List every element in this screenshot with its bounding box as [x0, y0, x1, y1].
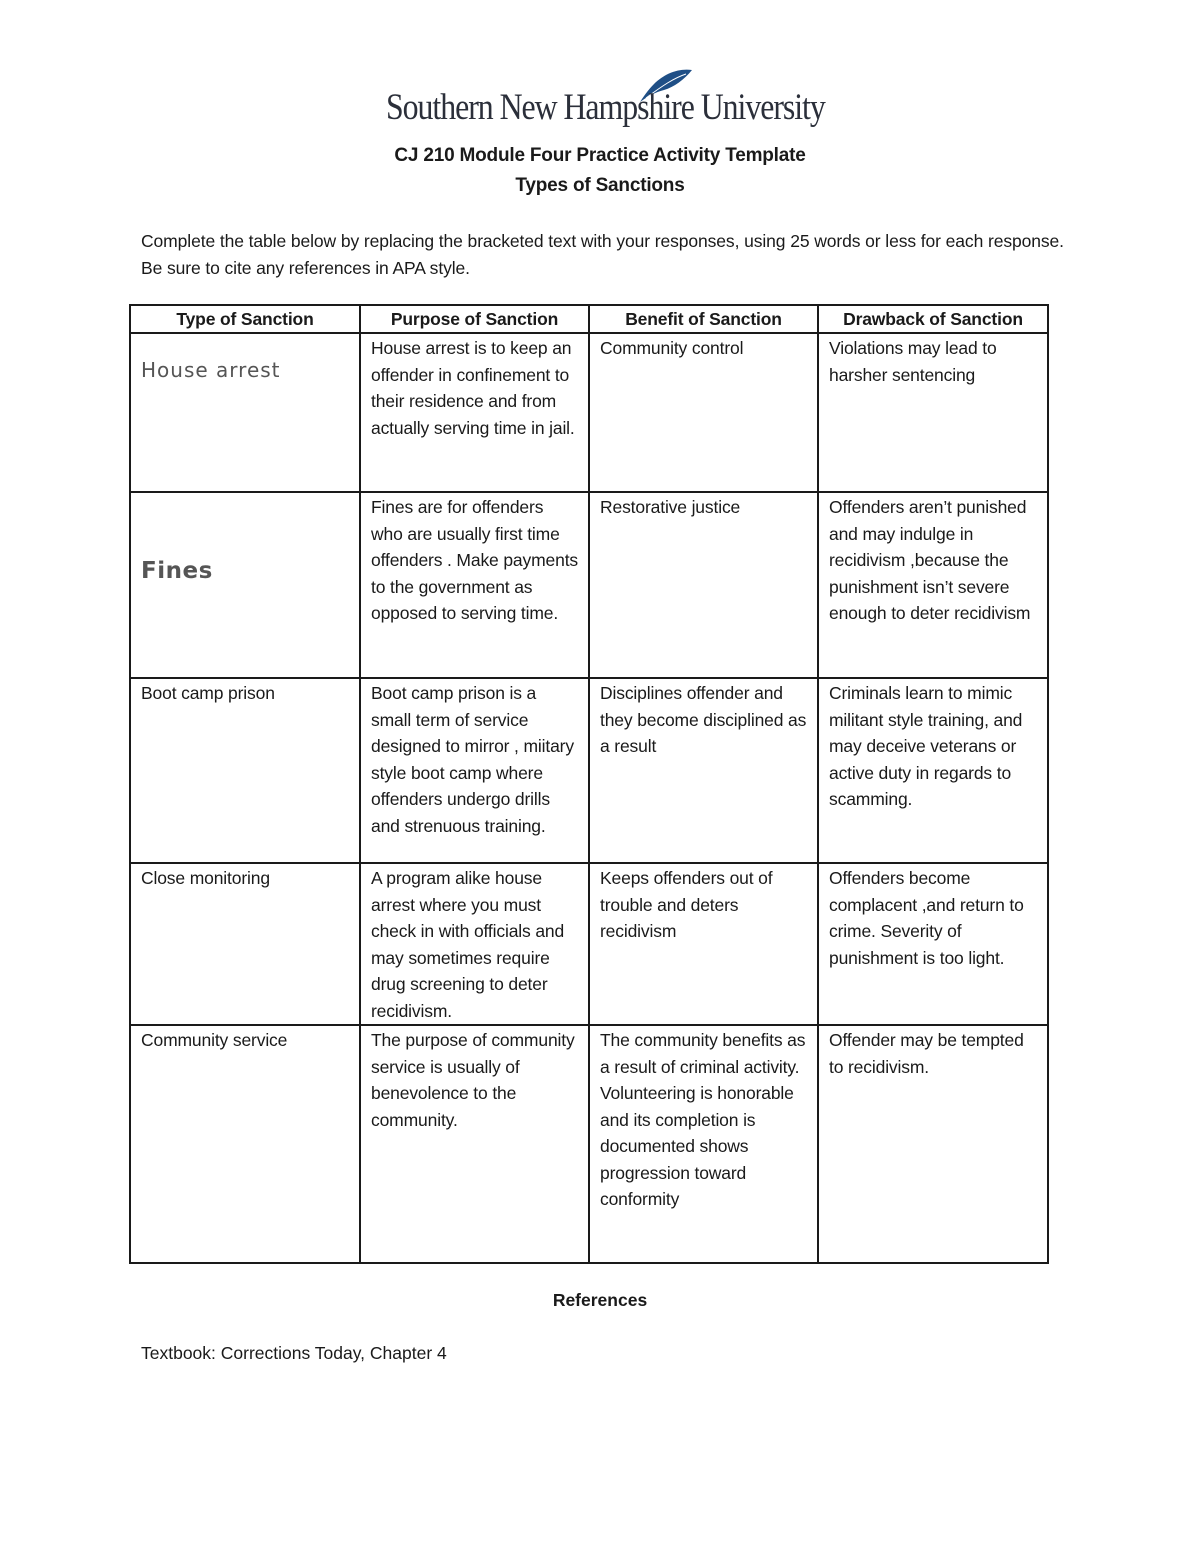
header-purpose: Purpose of Sanction [360, 305, 589, 333]
table-row [130, 678, 1048, 863]
cell-benefit: Community control [589, 333, 818, 492]
cell-benefit: The community benefits as a result of criminal activity. Volunteering is honorable and its completion is documented shows progression toward conformity [589, 1025, 818, 1263]
document-subtitle: Types of Sanctions [515, 175, 685, 196]
table-header-row [130, 305, 1048, 333]
reference-item: Textbook: Corrections Today, Chapter 4 [141, 1343, 447, 1363]
sanctions-table [129, 304, 1049, 1264]
header-benefit: Benefit of Sanction [589, 305, 818, 333]
table-row [130, 1025, 1048, 1263]
cell-drawback: Offender may be tempted to recidivism. [818, 1025, 1048, 1263]
cell-purpose: House arrest is to keep an offender in confinement to their residence and from actually serving time in jail. [360, 333, 589, 492]
header-type: Type of Sanction [130, 305, 360, 333]
cell-purpose: Fines are for offenders who are usually first time offenders . Make payments to the government as opposed to serving time. [360, 492, 589, 678]
university-logo [386, 68, 825, 138]
cell-drawback: Offenders aren’t punished and may indulge in recidivism ,because the punishment isn’t severe enough to deter recidivism [818, 492, 1048, 678]
cell-benefit: Disciplines offender and they become disciplined as a result [589, 678, 818, 863]
table-row [130, 863, 1048, 1025]
references-heading: References [552, 1290, 648, 1310]
cell-type: Boot camp prison [130, 678, 360, 863]
cell-type: Close monitoring [130, 863, 360, 1025]
document-title: CJ 210 Module Four Practice Activity Template [394, 145, 806, 166]
cell-type [130, 492, 360, 678]
cell-benefit: Keeps offenders out of trouble and deters recidivism [589, 863, 818, 1025]
header-drawback: Drawback of Sanction [818, 305, 1048, 333]
cell-drawback: Criminals learn to mimic militant style training, and may deceive veterans or active duty in regards to scamming. [818, 678, 1048, 863]
cell-type [130, 333, 360, 492]
cell-type: Community service [130, 1025, 360, 1263]
table-row [130, 492, 1048, 678]
cell-purpose: A program alike house arrest where you must check in with officials and may sometimes require drug screening to deter recidivism. [360, 863, 589, 1025]
cell-drawback: Violations may lead to harsher sentencing [818, 333, 1048, 492]
cell-benefit: Restorative justice [589, 492, 818, 678]
cell-drawback: Offenders become complacent ,and return to crime. Severity of punishment is too light. [818, 863, 1048, 1025]
sanction-type-label: House arrest [141, 358, 281, 382]
cell-purpose: Boot camp prison is a small term of service designed to mirror , miitary style boot camp where offenders undergo drills and strenuous training. [360, 678, 589, 863]
cell-purpose: The purpose of community service is usually of benevolence to the community. [360, 1025, 589, 1263]
table-row [130, 333, 1048, 492]
logo-wordmark: Southern New Hampshire University [386, 87, 825, 128]
sanction-type-label: Fines [141, 558, 213, 584]
instructions-text: Complete the table below by replacing the bracketed text with your responses, using 25 words or less for each response. Be sure to cite any references in APA style. [141, 231, 1064, 278]
